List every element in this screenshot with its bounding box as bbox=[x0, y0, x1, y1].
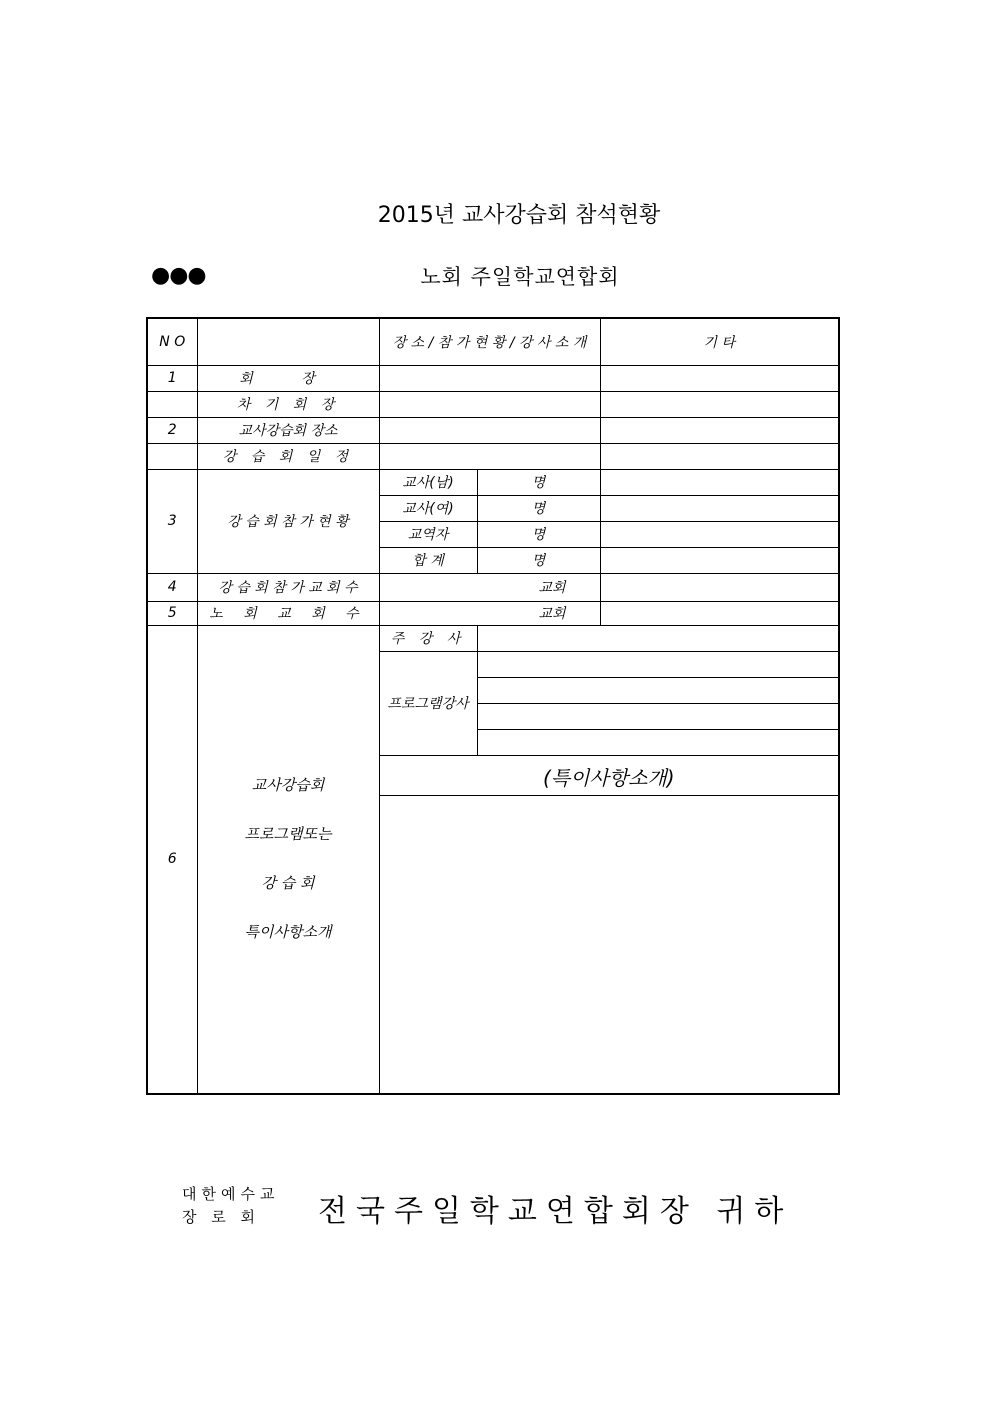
table-row bbox=[147, 417, 839, 443]
program-speaker-cell[interactable] bbox=[477, 729, 839, 755]
table-row bbox=[147, 365, 839, 391]
etc-cell[interactable] bbox=[600, 365, 839, 391]
row-no: 6 bbox=[147, 625, 197, 1094]
table-row bbox=[147, 601, 839, 625]
header-no: N O bbox=[147, 318, 197, 365]
row-no: 3 bbox=[147, 469, 197, 573]
footer-org-line2: 장 로 회 bbox=[182, 1208, 261, 1226]
etc-cell bbox=[600, 601, 839, 625]
row-label-presbytery-churches: 노 회 교 회 수 bbox=[197, 601, 379, 625]
schedule-input-cell[interactable] bbox=[379, 443, 600, 469]
main-speaker-cell[interactable] bbox=[477, 625, 839, 651]
row-no: 5 bbox=[147, 601, 197, 625]
row-label-participating-churches: 강 습 회 참 가 교 회 수 bbox=[197, 573, 379, 601]
row-label-attendance: 강 습 회 참 가 현 황 bbox=[197, 469, 379, 573]
attendance-category: 교역자 bbox=[379, 521, 477, 547]
row-no: 4 bbox=[147, 573, 197, 601]
program-label-line: 특이사항소개 bbox=[244, 923, 332, 942]
presbytery-churches-cell[interactable]: 교회 bbox=[379, 601, 600, 625]
footer-org-line1: 대한예수교 bbox=[182, 1185, 280, 1203]
special-notes-header: (특이사항소개) bbox=[379, 755, 839, 795]
row-no bbox=[147, 391, 197, 417]
etc-cell[interactable] bbox=[600, 521, 839, 547]
bullet-dots: ●●● bbox=[151, 263, 206, 288]
table-row bbox=[147, 443, 839, 469]
program-speaker-cell[interactable] bbox=[477, 703, 839, 729]
row-label-president: 회 장 bbox=[197, 365, 379, 391]
attendance-category: 교사(여) bbox=[379, 495, 477, 521]
attendance-form-table bbox=[146, 317, 840, 1095]
etc-cell[interactable] bbox=[600, 391, 839, 417]
header-location-status-speaker: 장 소 / 참 가 현 황 / 강 사 소 개 bbox=[379, 318, 600, 365]
header-blank bbox=[197, 318, 379, 365]
etc-cell[interactable] bbox=[600, 443, 839, 469]
row-label-venue: 교사강습회 장소 bbox=[197, 417, 379, 443]
program-label-line: 강 습 회 bbox=[261, 874, 315, 893]
venue-input-cell[interactable] bbox=[379, 417, 600, 443]
table-row bbox=[147, 469, 839, 495]
table-row bbox=[147, 391, 839, 417]
program-label-line: 교사강습회 bbox=[251, 776, 325, 795]
president-input-cell[interactable] bbox=[379, 365, 600, 391]
row-no bbox=[147, 443, 197, 469]
etc-cell[interactable] bbox=[600, 573, 839, 601]
participating-churches-cell[interactable]: 교회 bbox=[379, 573, 600, 601]
etc-cell[interactable] bbox=[600, 469, 839, 495]
row-label-schedule: 강 습 회 일 정 bbox=[197, 443, 379, 469]
row-no: 2 bbox=[147, 417, 197, 443]
special-notes-area[interactable] bbox=[379, 795, 839, 1094]
etc-cell[interactable] bbox=[600, 495, 839, 521]
row-label-next-president: 차 기 회 장 bbox=[197, 391, 379, 417]
header-etc: 기 타 bbox=[600, 318, 839, 365]
attendance-category-total: 합 계 bbox=[379, 547, 477, 573]
table-row bbox=[147, 625, 839, 651]
etc-cell[interactable] bbox=[600, 417, 839, 443]
attendance-category: 교사(남) bbox=[379, 469, 477, 495]
footer-org bbox=[182, 1183, 279, 1229]
attendance-count-cell[interactable]: 명 bbox=[477, 495, 600, 521]
table-row bbox=[147, 573, 839, 601]
attendance-count-cell[interactable]: 명 bbox=[477, 469, 600, 495]
next-president-input-cell[interactable] bbox=[379, 391, 600, 417]
row-label-program bbox=[197, 625, 379, 1094]
attendance-count-cell[interactable]: 명 bbox=[477, 521, 600, 547]
program-label-line: 프로그램또는 bbox=[244, 825, 332, 844]
program-speaker-label: 프로그램강사 bbox=[379, 651, 477, 755]
main-speaker-label: 주 강 사 bbox=[379, 625, 477, 651]
footer-recipient: 전국주일학교연합회장 귀하 bbox=[318, 1194, 793, 1229]
document-title: 2015년 교사강습회 참석현황 bbox=[377, 203, 661, 228]
attendance-total-cell[interactable]: 명 bbox=[477, 547, 600, 573]
etc-cell[interactable] bbox=[600, 547, 839, 573]
document-subtitle: 노회 주일학교연합회 bbox=[420, 265, 620, 289]
program-speaker-cell[interactable] bbox=[477, 651, 839, 677]
program-speaker-cell[interactable] bbox=[477, 677, 839, 703]
table-header-row bbox=[147, 318, 839, 365]
row-no: 1 bbox=[147, 365, 197, 391]
